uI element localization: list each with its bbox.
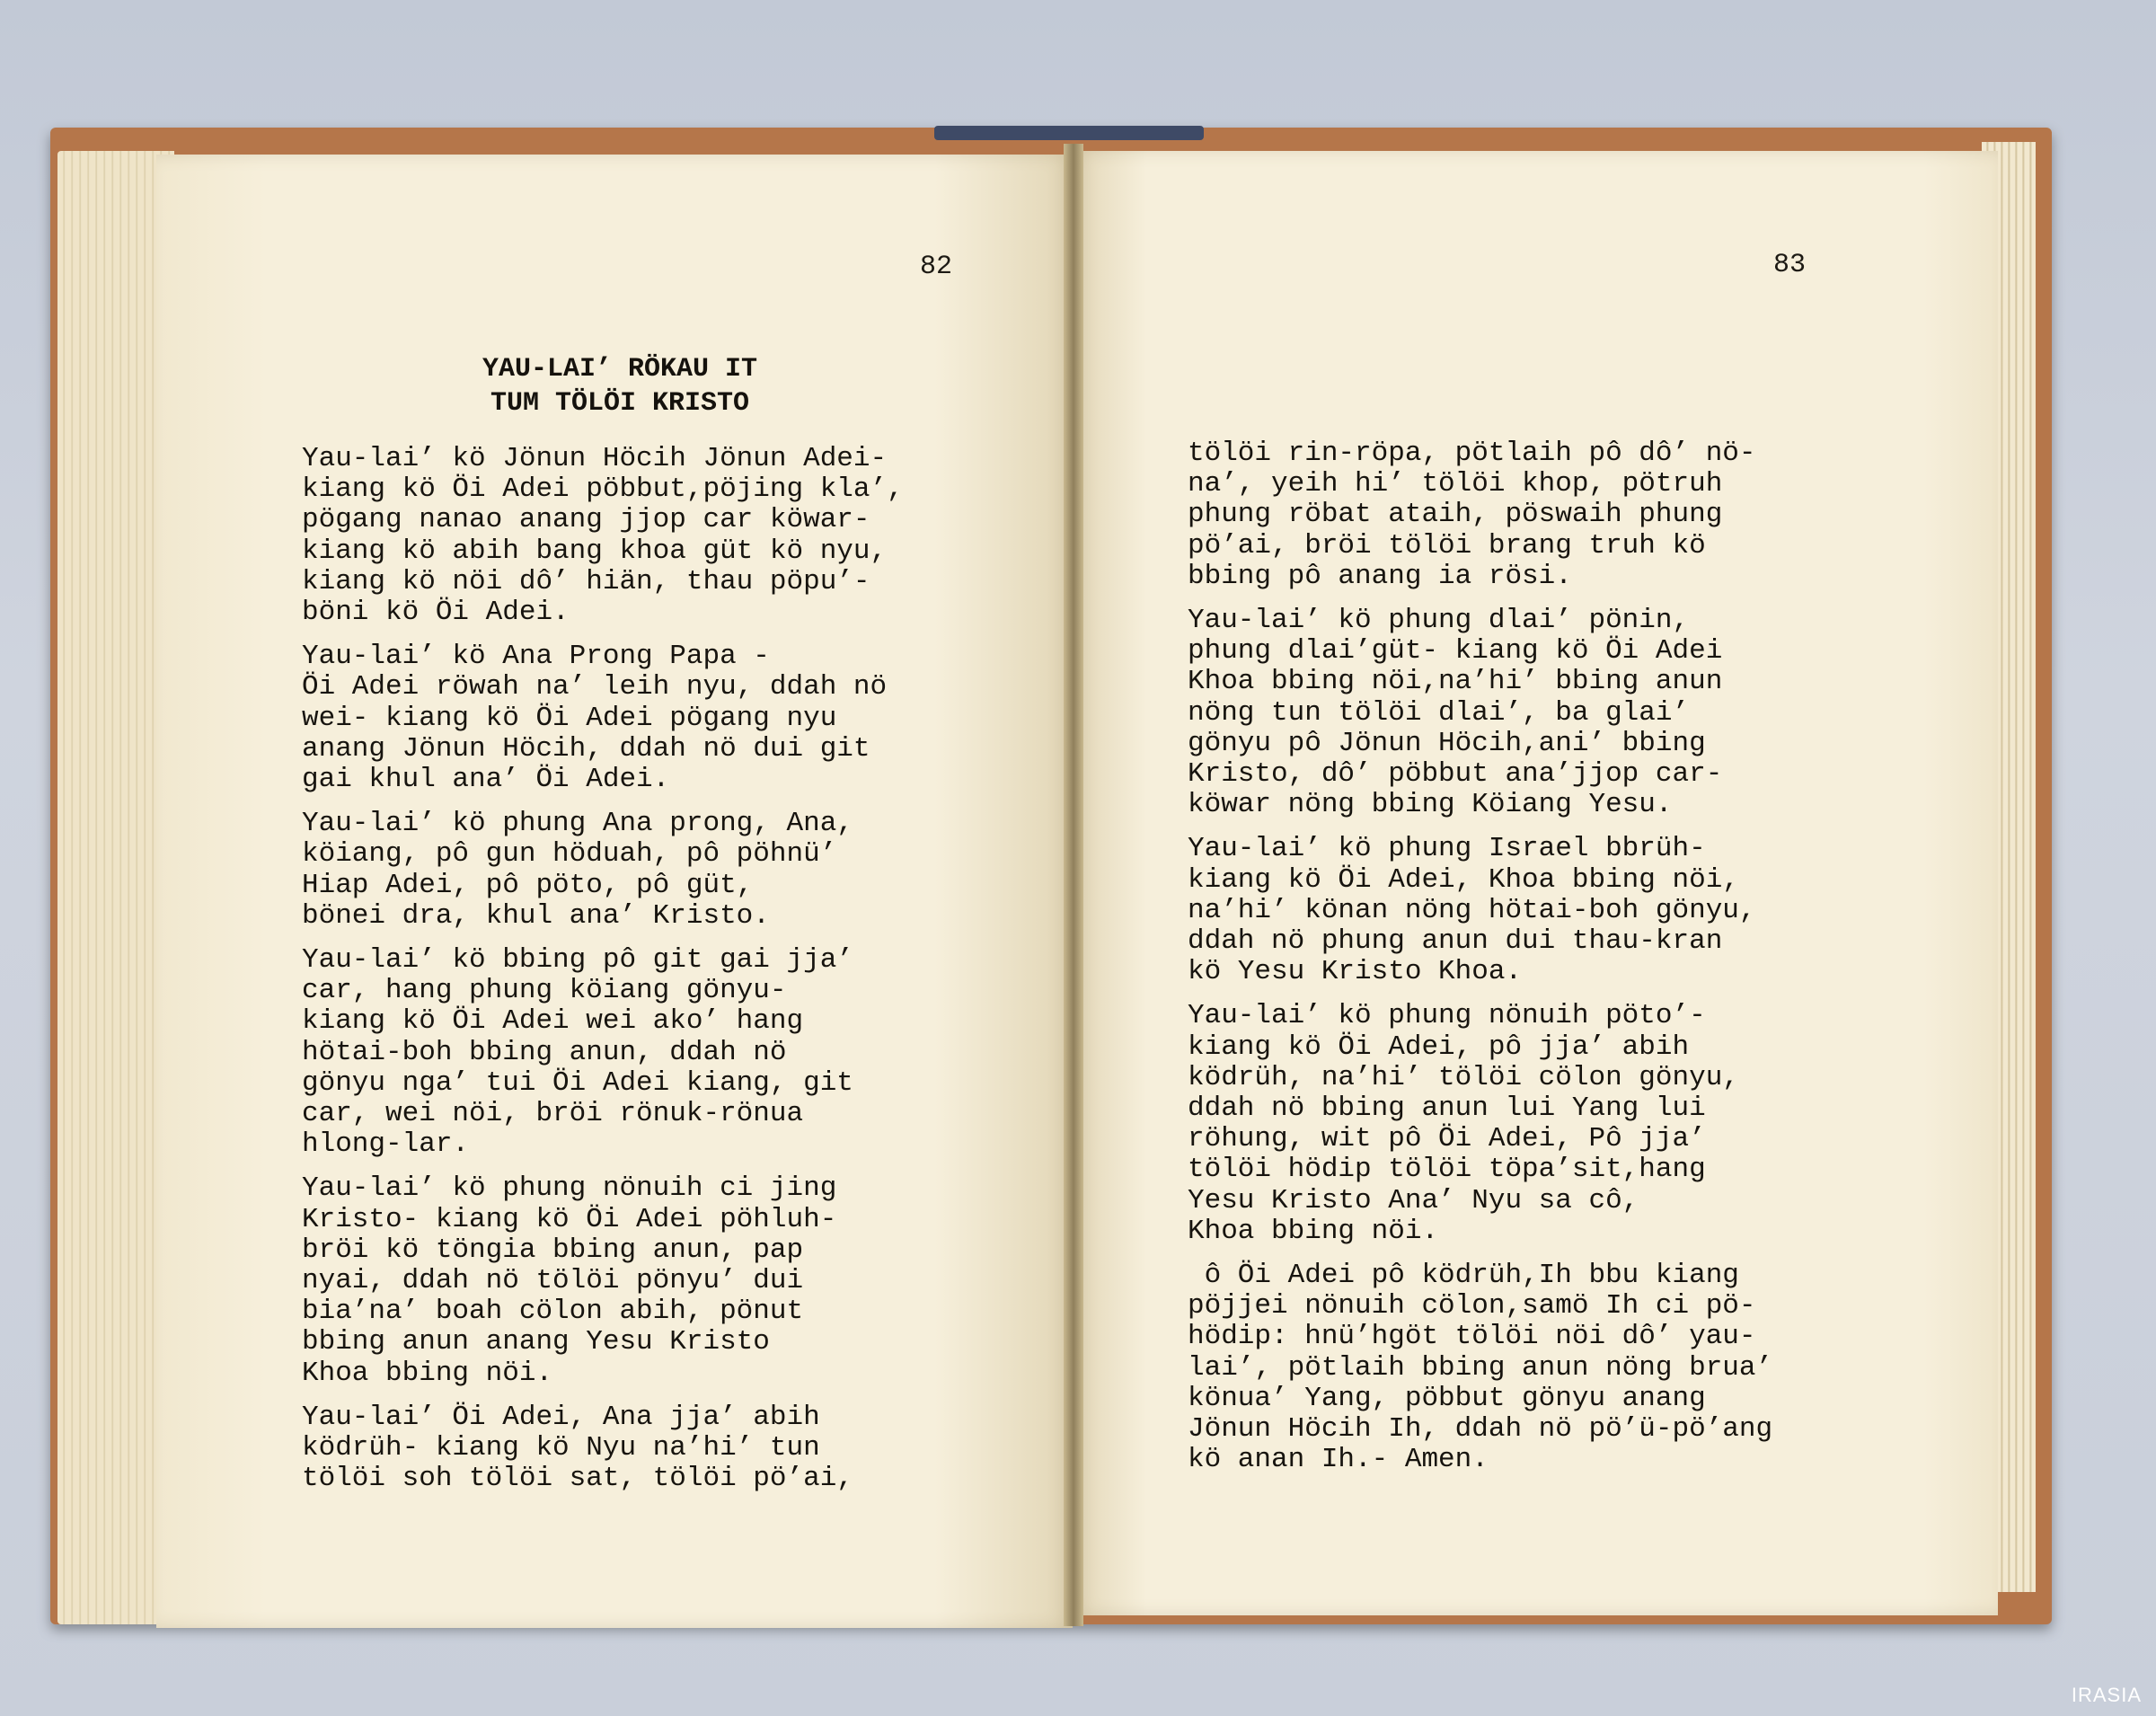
text-line: Khoa bbing nöi. [1188, 1215, 1439, 1247]
text-line: Yau-lai’ kö Jönun Höcih Jönun Adei- [302, 443, 888, 474]
text-line: ködrüh- kiang kö Nyu na’hi’ tun [302, 1432, 820, 1464]
text-line: böni kö Öi Adei. [302, 597, 570, 629]
page-title-line: YAU-LAI’ RÖKAU IT [482, 354, 758, 385]
text-line: Yau-lai’ kö bbing pô git gai jja’ [302, 944, 853, 977]
text-line: Yau-lai’ kö phung Israel bbrüh- [1188, 833, 1706, 865]
text-line: Yau-lai’ Öi Adei, Ana jja’ abih [302, 1401, 820, 1433]
text-line: köwar nöng bbing Köiang Yesu. [1188, 789, 1673, 821]
text-line: Khoa bbing nöi. [302, 1357, 553, 1389]
text-line: köiang, pô gun höduah, pô pöhnü’ [302, 838, 837, 871]
text-line: ködrüh, na’hi’ tölöi cölon gönyu, [1188, 1061, 1739, 1093]
text-line: Yesu Kristo Ana’ Nyu sa cô, [1188, 1184, 1639, 1216]
right-page-text [1188, 438, 1870, 1490]
text-line: na’, yeih hi’ tölöi khop, pötruh [1188, 468, 1723, 500]
text-line: hlong-lar. [302, 1128, 470, 1161]
text-line: anang Jönun Höcih, ddah nö dui git [302, 732, 870, 765]
text-line: gönyu pô Jönun Höcih,ani’ bbing [1188, 727, 1706, 759]
text-line: Yau-lai’ kö phung Ana prong, Ana, [302, 808, 853, 840]
text-line: bbing anun anang Yesu Kristo [302, 1326, 770, 1358]
text-line: Khoa bbing nöi,na’hi’ bbing anun [1188, 666, 1723, 698]
text-line: bbing pô anang ia rösi. [1188, 560, 1572, 592]
right-page-number: 83 [1773, 250, 1807, 280]
text-line: tölöi rin-röpa, pötlaih pô dô’ nö- [1188, 438, 1756, 469]
left-page-text [302, 444, 985, 1508]
text-line: hötai-boh bbing anun, ddah nö [302, 1036, 787, 1068]
text-line: gönyu nga’ tui Öi Adei kiang, git [302, 1066, 853, 1099]
left-page-number: 82 [920, 252, 953, 282]
text-line: kö Yesu Kristo Khoa. [1188, 956, 1523, 988]
text-line: hödip: hnü’hgöt tölöi nöi dô’ yau- [1188, 1321, 1756, 1353]
paragraph [1188, 1001, 1870, 1247]
book-spine [934, 126, 1204, 140]
text-line: Yau-lai’ kö Ana Prong Papa - [302, 641, 770, 673]
text-line: nöng tun tölöi dlai’, ba glai’ [1188, 696, 1690, 729]
text-line: Yau-lai’ kö phung nönuih pöto’- [1188, 1000, 1706, 1032]
text-line: kiang kö Öi Adei, pô jja’ abih [1188, 1030, 1690, 1063]
text-line: ddah nö phung anun dui thau-kran [1188, 925, 1723, 958]
text-line: Yau-lai’ kö phung nönuih ci jing [302, 1172, 837, 1205]
text-line: car, wei nöi, bröi rönuk-rönua [302, 1098, 804, 1130]
book-gutter [1064, 144, 1083, 1626]
text-line: ddah nö bbing anun lui Yang lui [1188, 1092, 1706, 1125]
paragraph [1188, 1260, 1870, 1475]
text-line: lai’, pötlaih bbing anun nöng brua’ [1188, 1351, 1773, 1384]
text-line: könua’ Yang, pöbbut gönyu anang [1188, 1382, 1706, 1414]
text-line: Öi Adei röwah na’ leih nyu, ddah nö [302, 671, 888, 703]
text-line: phung dlai’güt- kiang kö Öi Adei [1188, 635, 1723, 668]
paragraph [302, 444, 985, 628]
text-line: bia’na’ boah cölon abih, pönut [302, 1296, 804, 1328]
text-line: pögang nanao anang jjop car köwar- [302, 504, 870, 536]
text-line: car, hang phung köiang gönyu- [302, 975, 787, 1007]
text-line: pöjjei nönuih cölon,samö Ih ci pö- [1188, 1290, 1756, 1322]
text-line: Kristo- kiang kö Öi Adei pöhluh- [302, 1203, 837, 1235]
paragraph [1188, 438, 1870, 592]
watermark: IRASIA [2071, 1684, 2142, 1706]
text-line: Jönun Höcih Ih, ddah nö pö’ü-pö’ang [1188, 1413, 1773, 1446]
text-line: pö’ai, bröi tölöi brang truh kö [1188, 529, 1706, 562]
paragraph [1188, 606, 1870, 820]
paragraph [302, 945, 985, 1160]
text-line: kiang kö abih bang khoa güt kö nyu, [302, 535, 888, 567]
text-line: Kristo, dô’ pöbbut ana’jjop car- [1188, 758, 1723, 791]
paragraph [302, 809, 985, 932]
paragraph [302, 641, 985, 795]
paragraph [302, 1173, 985, 1388]
text-line: bröi kö töngia bbing anun, pap [302, 1234, 804, 1266]
paragraph [302, 1402, 985, 1495]
text-line: Hiap Adei, pô pöto, pô güt, [302, 869, 754, 901]
text-line: röhung, wit pô Öi Adei, Pô jja’ [1188, 1123, 1706, 1155]
text-line: wei- kiang kö Öi Adei pögang nyu [302, 702, 837, 734]
text-line: kö anan Ih.- Amen. [1188, 1444, 1489, 1476]
paragraph [1188, 834, 1870, 987]
text-line: na’hi’ könan nöng hötai-boh gönyu, [1188, 894, 1756, 926]
text-line: nyai, ddah nö tölöi pönyu’ dui [302, 1265, 804, 1297]
text-line: kiang kö nöi dô’ hiän, thau pöpu’- [302, 565, 870, 597]
page-title [377, 352, 862, 420]
text-line: kiang kö Öi Adei pöbbut,pöjing kla’, [302, 473, 904, 506]
text-line: ô Öi Adei pô ködrüh,Ih bbu kiang [1188, 1260, 1739, 1292]
text-line: tölöi hödip tölöi töpa’sit,hang [1188, 1154, 1706, 1186]
text-line: Yau-lai’ kö phung dlai’ pönin, [1188, 605, 1690, 637]
text-line: phung röbat ataih, pöswaih phung [1188, 499, 1723, 531]
page-title-line: TUM TÖLÖI KRISTO [490, 388, 750, 419]
text-line: tölöi soh tölöi sat, tölöi pö’ai, [302, 1463, 853, 1495]
text-line: kiang kö Öi Adei wei ako’ hang [302, 1005, 804, 1038]
text-line: kiang kö Öi Adei, Khoa bbing nöi, [1188, 863, 1739, 896]
text-line: bönei dra, khul ana’ Kristo. [302, 899, 770, 932]
text-line: gai khul ana’ Öi Adei. [302, 764, 670, 796]
